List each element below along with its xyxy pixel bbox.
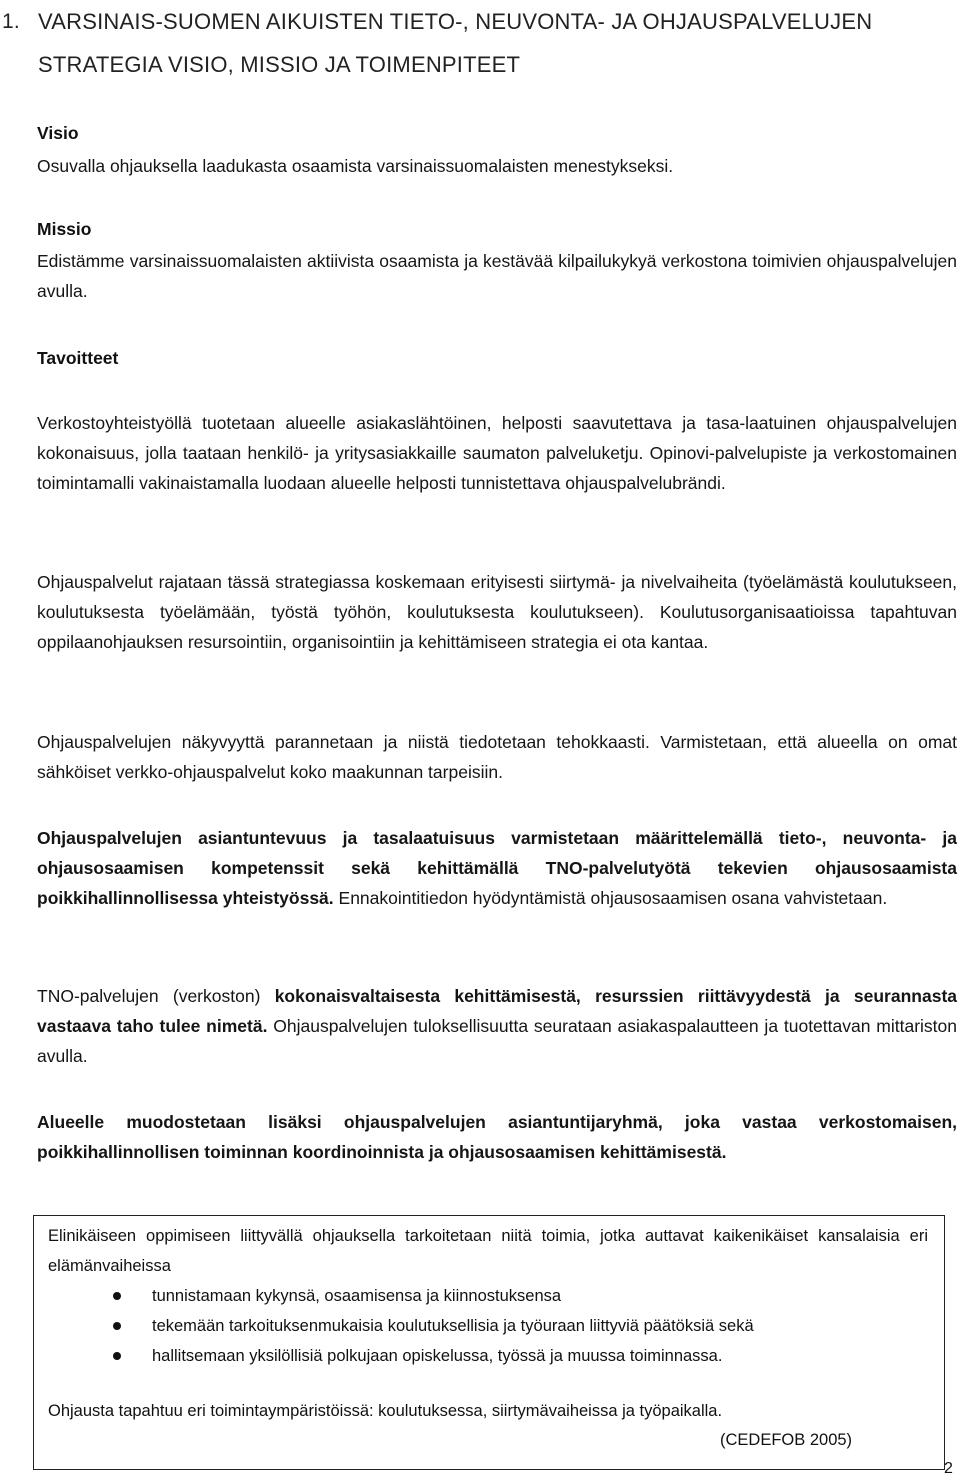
paragraph-4-rest: Ennakointitiedon hyödyntämistä ohjausosaamisen osana vahvistetaan.: [333, 888, 888, 908]
tavoitteet-paragraph-6: [37, 1107, 957, 1167]
bullet-text: hallitsemaan yksilöllisiä polkujaan opiskelussa, työssä ja muussa toiminnassa.: [152, 1347, 723, 1365]
visio-text: Osuvalla ohjauksella laadukasta osaamista varsinaissuomalaisten menestykseksi.: [37, 156, 674, 176]
tavoitteet-title: Tavoitteet: [37, 348, 119, 368]
visio-title: Visio: [37, 123, 79, 143]
heading-number: 1.: [2, 10, 20, 33]
missio-title: Missio: [37, 219, 92, 239]
paragraph-5-bold: kokonaisvaltaisesta kehittämisestä, resurssien riittävyydestä ja seurannasta vastaava taho tulee nimetä.: [37, 986, 958, 1036]
paragraph-5-start: TNO-palvelujen (verkoston): [37, 986, 275, 1006]
tavoitteet-paragraph-3: Ohjauspalvelujen näkyvyyttä parannetaan ja niistä tiedotetaan tehokkaasti. Varmistetaan, että alueella on omat sähköiset verkko-ohjauspalvelut koko maakunnan tarpeisiin.: [37, 732, 957, 782]
box-closing: Ohjausta tapahtuu eri toimintaympäristöissä: koulutuksessa, siirtymävaiheissa ja työpaikalla.: [48, 1402, 723, 1420]
heading-line-2: STRATEGIA VISIO, MISSIO JA TOIMENPITEET: [38, 52, 521, 77]
missio-text: Edistämme varsinaissuomalaisten aktiivista osaamista ja kestävää kilpailukykyä verkostona toimivien ohjauspalvelujen avulla.: [37, 251, 957, 301]
tavoitteet-paragraph-2: Ohjauspalvelut rajataan tässä strategiassa koskemaan erityisesti siirtymä- ja nivelvaiheita (työelämästä koulutukseen, koulutuksesta työelämään, työstä työhön, koulutuksesta koulutukseen). Koulutusorganisaatioissa tapahtuvan oppilaanohjauksen resursointiin, organisointiin ja kehittämiseen strategia ei ota kantaa.: [37, 572, 957, 652]
bullet-icon: [113, 1352, 121, 1360]
box-bullet-list: [34, 1281, 754, 1371]
tavoitteet-paragraph-4: [37, 823, 957, 913]
list-item: [34, 1341, 754, 1371]
paragraph-4-bold: Ohjauspalvelujen asiantuntevuus ja tasalaatuisuus varmistetaan määrittelemällä tieto-, neuvonta- ja ohjausosaamisen kompetenssit sekä kehittämällä TNO-palvelutyötä tekevien ohjausosaamista poikkihallinnollisessa yhteistyössä.: [37, 828, 957, 908]
bullet-text: tekemään tarkoituksenmukaisia koulutuksellisia ja työuraan liittyviä päätöksiä sekä: [152, 1317, 754, 1335]
page-number: 2: [944, 1460, 953, 1477]
definition-box: [33, 1215, 945, 1470]
tavoitteet-paragraph-1: Verkostoyhteistyöllä tuotetaan alueelle asiakaslähtöinen, helposti saavutettava ja tasa-laatuinen ohjauspalvelujen kokonaisuus, jolla taataan henkilö- ja yritysasiakkaille saumaton palveluketju. Opinovi-palvelupiste ja verkostomainen toimintamalli vakinaistamalla luodaan alueelle helposti tunnistettava ohjauspalvelubrändi.: [37, 413, 957, 493]
bullet-text: tunnistamaan kykynsä, osaamisensa ja kiinnostuksensa: [152, 1287, 562, 1305]
bullet-icon: [113, 1322, 121, 1330]
list-item: [34, 1281, 754, 1311]
paragraph-6-bold: Alueelle muodostetaan lisäksi ohjauspalvelujen asiantuntijaryhmä, joka vastaa verkostomaisen, poikkihallinnollisen toiminnan koordinoinnista ja ohjausosaamisen kehittämisestä.: [37, 1112, 957, 1162]
list-item: [34, 1311, 754, 1341]
paragraph-5-rest: Ohjauspalvelujen tuloksellisuutta seurataan asiakaspalautteen ja tuotettavan mittariston avulla.: [37, 1016, 957, 1066]
heading-line-1: VARSINAIS-SUOMEN AIKUISTEN TIETO-, NEUVONTA- JA OHJAUSPALVELUJEN: [38, 9, 873, 34]
box-source: (CEDEFOB 2005): [720, 1431, 853, 1449]
box-intro: Elinikäiseen oppimiseen liittyvällä ohjauksella tarkoitetaan niitä toimia, jotka auttavat kaikenikäiset kansalaisia eri elämänvaiheissa: [48, 1227, 928, 1275]
tavoitteet-paragraph-5: [37, 981, 957, 1071]
bullet-icon: [113, 1292, 121, 1300]
